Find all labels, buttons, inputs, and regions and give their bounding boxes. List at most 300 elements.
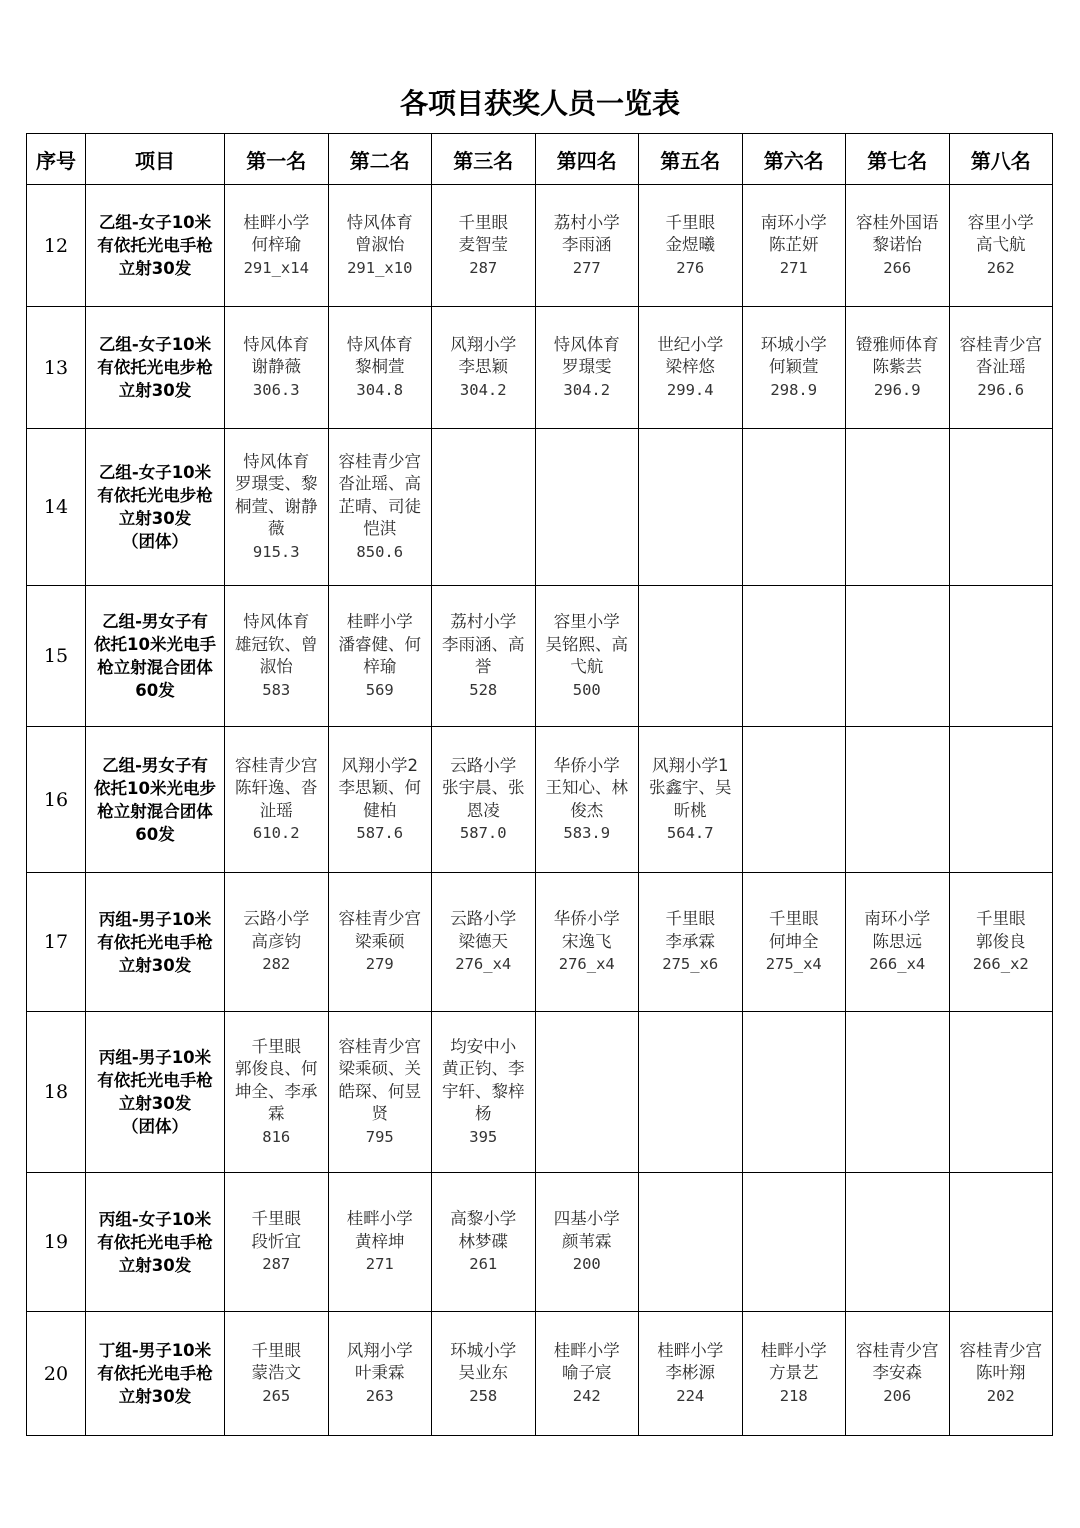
- winner-unit: 容桂青少宫: [856, 1340, 939, 1360]
- event-line: 乙组-男女子有: [102, 755, 208, 775]
- place-cell-7: [846, 429, 950, 586]
- place-cell-2: [328, 586, 432, 727]
- winner-names: 梁乘硕: [355, 931, 405, 951]
- winner-score: 202: [986, 1386, 1015, 1405]
- row-seq: 18: [27, 1012, 86, 1173]
- winner-names: 高弋航: [976, 235, 1026, 255]
- winner-score: 242: [572, 1386, 601, 1405]
- winner-score: 500: [572, 680, 601, 699]
- winner-names: 王知心、林: [545, 778, 628, 797]
- winner-score: 263: [365, 1386, 394, 1405]
- place-cell-8: [949, 185, 1053, 307]
- table-row: [27, 429, 1053, 586]
- winner-names: 坤全、李承: [235, 1081, 318, 1101]
- place-cell-8: [949, 873, 1053, 1012]
- table-row: [27, 185, 1053, 307]
- winner-score: 266: [883, 258, 912, 277]
- place-cell-7: [846, 727, 950, 873]
- winner-unit: 高黎小学: [450, 1209, 517, 1229]
- place-cell-8: [949, 1173, 1053, 1312]
- winner-score: 262: [986, 258, 1015, 277]
- row-event: [86, 1312, 225, 1436]
- table-row: [27, 873, 1053, 1012]
- winner-unit: 容里小学: [553, 612, 620, 631]
- winner-unit: 风翔小学2: [341, 755, 418, 775]
- winner-unit: 桂畔小学: [346, 612, 413, 631]
- row-seq: 16: [27, 727, 86, 873]
- winner-names: 方景艺: [769, 1363, 819, 1383]
- table-row: [27, 1312, 1053, 1436]
- winner-unit: 荔村小学: [553, 212, 620, 232]
- event-line: 乙组-女子10米: [98, 213, 212, 232]
- place-cell-2: [328, 873, 432, 1012]
- place-cell-4: [535, 1312, 639, 1436]
- winner-score: 266_x2: [972, 955, 1029, 974]
- winner-names: 何颖萱: [769, 357, 819, 377]
- place-cell-3: [432, 307, 536, 429]
- place-cell-6: [742, 586, 846, 727]
- winner-names: 贤: [371, 1104, 388, 1124]
- place-cell-3: [432, 1012, 536, 1173]
- winner-names: 吴业东: [458, 1363, 508, 1383]
- winner-names: 高彦钧: [251, 931, 301, 951]
- winner-score: 296.9: [873, 380, 921, 399]
- winner-unit: 环城小学: [450, 1340, 517, 1360]
- place-cell-5: [639, 873, 743, 1012]
- event-line: 立射30发: [118, 259, 192, 278]
- place-cell-6: [742, 727, 846, 873]
- winner-score: 266_x4: [869, 955, 926, 974]
- winner-score: 271: [779, 258, 808, 277]
- winner-unit: 千里眼: [769, 909, 819, 929]
- winner-unit: 恃风体育: [243, 612, 310, 631]
- winner-unit: 恃风体育: [243, 451, 310, 471]
- place-cell-2: [328, 1312, 432, 1436]
- winner-unit: 四基小学: [553, 1209, 620, 1229]
- winner-score: 528: [469, 680, 498, 699]
- row-event: [86, 1173, 225, 1312]
- winner-unit: 千里眼: [251, 1209, 301, 1229]
- winner-score: 218: [779, 1386, 808, 1405]
- winner-unit: 云路小学: [450, 755, 517, 775]
- table-header: [27, 134, 1053, 185]
- event-line: 丙组-男子10米: [98, 1048, 212, 1067]
- place-cell-6: [742, 1173, 846, 1312]
- row-seq: 20: [27, 1312, 86, 1436]
- winner-score: 610.2: [252, 824, 300, 842]
- winner-names: 叶秉霖: [355, 1363, 405, 1383]
- place-cell-6: [742, 1012, 846, 1173]
- place-cell-5: [639, 1312, 743, 1436]
- winner-names: 李思颖: [458, 357, 508, 377]
- winner-names: 黎诺怡: [872, 235, 922, 255]
- place-cell-2: [328, 429, 432, 586]
- winner-unit: 千里眼: [976, 909, 1026, 929]
- event-line: 立射30发: [118, 1094, 192, 1113]
- winner-names: 陈叶翔: [976, 1363, 1026, 1383]
- winner-unit: 云路小学: [450, 909, 517, 929]
- winner-names: 陈芷妍: [769, 235, 819, 255]
- event-line: 乙组-男女子有: [102, 612, 208, 631]
- winner-names: 黄正钧、李: [442, 1059, 525, 1079]
- place-cell-4: [535, 873, 639, 1012]
- winner-score: 569: [365, 680, 394, 699]
- winner-names: 沓沚瑶、高: [338, 474, 421, 494]
- winner-unit: 容桂青少宫: [959, 334, 1042, 354]
- winner-score: 287: [262, 1255, 291, 1274]
- winner-names: 宋逸飞: [562, 931, 612, 951]
- winner-score: 296.6: [977, 380, 1025, 399]
- place-cell-4: [535, 1173, 639, 1312]
- winner-names: 喻子宸: [562, 1363, 612, 1383]
- winner-score: 304.2: [459, 380, 507, 399]
- header-place-6: 第六名: [742, 134, 846, 185]
- place-cell-5: [639, 1012, 743, 1173]
- winner-unit: 桂畔小学: [657, 1340, 724, 1360]
- winner-names: 宇轩、黎梓: [442, 1081, 525, 1101]
- winner-names: 昕桃: [673, 800, 707, 820]
- event-line: 有依托光电步枪: [97, 358, 213, 377]
- place-cell-3: [432, 185, 536, 307]
- header-place-5: 第五名: [639, 134, 743, 185]
- winner-names: 何梓瑜: [251, 235, 301, 255]
- winner-names: 恩凌: [466, 800, 500, 820]
- place-cell-6: [742, 307, 846, 429]
- place-cell-4: [535, 429, 639, 586]
- event-line: 立射30发: [118, 1255, 192, 1275]
- table-row: [27, 1173, 1053, 1312]
- winner-score: 564.7: [666, 824, 714, 842]
- winner-names: 李安森: [872, 1363, 922, 1383]
- place-cell-3: [432, 429, 536, 586]
- winner-score: 915.3: [252, 542, 300, 561]
- header-place-8: 第八名: [949, 134, 1053, 185]
- winner-unit: 世纪小学: [657, 334, 724, 354]
- table-row: [27, 1012, 1053, 1173]
- winner-unit: 华侨小学: [553, 909, 620, 929]
- event-line: 立射30发: [118, 955, 192, 975]
- winner-score: 291_x10: [347, 258, 413, 277]
- event-line: （团体）: [122, 1117, 188, 1136]
- event-line: 依托10米光电步: [94, 778, 216, 798]
- winner-names: 潘睿健、何: [338, 634, 421, 654]
- place-cell-4: [535, 307, 639, 429]
- winner-unit: 均安中小: [450, 1036, 517, 1056]
- place-cell-1: [225, 873, 329, 1012]
- place-cell-4: [535, 1012, 639, 1173]
- winner-names: 俊杰: [570, 800, 604, 820]
- winner-unit: 千里眼: [665, 212, 715, 232]
- row-event: [86, 586, 225, 727]
- event-line: 丙组-男子10米: [98, 909, 212, 929]
- winner-names: 李彬源: [665, 1363, 715, 1383]
- winner-unit: 华侨小学: [553, 755, 620, 775]
- event-line: 立射30发: [118, 381, 192, 400]
- winner-unit: 镫雅师体育: [856, 334, 939, 354]
- place-cell-1: [225, 429, 329, 586]
- row-event: [86, 307, 225, 429]
- winner-names: 梁德天: [458, 931, 508, 951]
- place-cell-2: [328, 307, 432, 429]
- place-cell-8: [949, 1312, 1053, 1436]
- winner-score: 224: [676, 1386, 705, 1405]
- winner-score: 277: [572, 258, 601, 277]
- winner-names: 郭俊良: [976, 931, 1026, 951]
- row-event: [86, 185, 225, 307]
- winner-score: 298.9: [770, 380, 818, 399]
- place-cell-1: [225, 727, 329, 873]
- event-line: 有依托光电手枪: [97, 932, 213, 952]
- header-row: [27, 134, 1053, 185]
- winner-names: 麦智莹: [458, 235, 508, 255]
- winner-names: 恺淇: [363, 519, 397, 539]
- table-row: [27, 307, 1053, 429]
- winner-unit: 千里眼: [665, 909, 715, 929]
- winner-score: 299.4: [666, 380, 714, 399]
- place-cell-2: [328, 1012, 432, 1173]
- place-cell-7: [846, 307, 950, 429]
- place-cell-3: [432, 873, 536, 1012]
- header-place-7: 第七名: [846, 134, 950, 185]
- winner-names: 誉: [475, 657, 492, 676]
- place-cell-2: [328, 727, 432, 873]
- event-line: 有依托光电手枪: [97, 1071, 213, 1090]
- header-place-1: 第一名: [225, 134, 329, 185]
- winner-names: 弋航: [570, 657, 604, 676]
- winner-score: 276_x4: [455, 955, 512, 974]
- winner-score: 279: [365, 955, 394, 974]
- winner-score: 583.9: [563, 824, 611, 842]
- winner-names: 陈思远: [872, 931, 922, 951]
- event-line: 乙组-女子10米: [98, 335, 212, 354]
- winner-score: 282: [262, 955, 291, 974]
- place-cell-5: [639, 307, 743, 429]
- row-seq: 14: [27, 429, 86, 586]
- winner-names: 梓瑜: [363, 657, 397, 676]
- place-cell-5: [639, 727, 743, 873]
- winner-names: 陈紫芸: [872, 357, 922, 377]
- place-cell-6: [742, 429, 846, 586]
- place-cell-3: [432, 1312, 536, 1436]
- event-line: 立射30发: [118, 509, 192, 528]
- place-cell-8: [949, 307, 1053, 429]
- row-seq: 19: [27, 1173, 86, 1312]
- winner-score: 276_x4: [558, 955, 615, 974]
- place-cell-5: [639, 586, 743, 727]
- winner-names: 张宇晨、张: [442, 778, 525, 797]
- winner-unit: 容桂青少宫: [338, 909, 421, 929]
- place-cell-4: [535, 185, 639, 307]
- place-cell-7: [846, 1173, 950, 1312]
- winner-unit: 风翔小学1: [652, 755, 729, 775]
- row-seq: 15: [27, 586, 86, 727]
- place-cell-7: [846, 1012, 950, 1173]
- winner-unit: 桂畔小学: [243, 212, 310, 232]
- winner-unit: 云路小学: [243, 909, 310, 929]
- winner-unit: 容桂外国语: [856, 212, 939, 232]
- place-cell-7: [846, 185, 950, 307]
- winner-score: 275_x6: [662, 955, 719, 974]
- winner-names: 皓琛、何昱: [338, 1081, 421, 1101]
- event-line: （团体）: [122, 532, 188, 551]
- winner-score: 287: [469, 258, 498, 277]
- winner-score: 587.6: [356, 824, 404, 842]
- header-place-2: 第二名: [328, 134, 432, 185]
- winner-names: 淑怡: [259, 657, 293, 676]
- winner-score: 583: [262, 680, 291, 699]
- place-cell-4: [535, 727, 639, 873]
- place-cell-3: [432, 586, 536, 727]
- winner-names: 沚瑶: [259, 800, 293, 820]
- awards-table: [26, 133, 1053, 1436]
- row-event: [86, 1012, 225, 1173]
- winner-names: 罗璟雯: [562, 357, 612, 377]
- winner-score: 795: [365, 1127, 394, 1146]
- event-line: 立射30发: [118, 1387, 192, 1406]
- winner-names: 芷晴、司徒: [338, 496, 421, 516]
- place-cell-1: [225, 307, 329, 429]
- winner-score: 265: [262, 1386, 291, 1405]
- table-row: [27, 586, 1053, 727]
- winner-unit: 南环小学: [864, 909, 931, 929]
- page-title: 各项目获奖人员一览表: [399, 87, 680, 120]
- winner-unit: 南环小学: [760, 212, 827, 232]
- winner-unit: 桂畔小学: [553, 1340, 620, 1360]
- event-line: 有依托光电步枪: [97, 486, 213, 505]
- row-seq: 17: [27, 873, 86, 1012]
- winner-unit: 容桂青少宫: [959, 1340, 1042, 1360]
- place-cell-1: [225, 586, 329, 727]
- event-line: 有依托光电手枪: [97, 236, 213, 255]
- winner-names: 郭俊良、何: [235, 1059, 318, 1079]
- place-cell-1: [225, 1012, 329, 1173]
- winner-names: 曾淑怡: [355, 235, 405, 255]
- winner-unit: 千里眼: [458, 212, 508, 232]
- winner-names: 金煜曦: [665, 235, 715, 255]
- row-event: [86, 727, 225, 873]
- place-cell-5: [639, 1173, 743, 1312]
- winner-score: 271: [365, 1255, 394, 1274]
- header-place-4: 第四名: [535, 134, 639, 185]
- place-cell-8: [949, 1012, 1053, 1173]
- winner-unit: 千里眼: [251, 1340, 301, 1360]
- event-line: 乙组-女子10米: [98, 463, 212, 482]
- winner-unit: 千里眼: [251, 1036, 301, 1056]
- winner-names: 桐萱、谢静: [235, 496, 318, 516]
- header-event: 项目: [86, 134, 225, 185]
- row-event: [86, 429, 225, 586]
- place-cell-7: [846, 586, 950, 727]
- winner-names: 李承霖: [665, 931, 715, 951]
- winner-score: 306.3: [252, 380, 300, 399]
- event-line: 60发: [135, 681, 175, 700]
- winner-names: 李雨涵: [562, 235, 612, 255]
- event-line: 有依托光电手枪: [97, 1232, 213, 1252]
- winner-unit: 桂畔小学: [346, 1209, 413, 1229]
- winner-score: 850.6: [356, 542, 404, 561]
- winner-unit: 风翔小学: [346, 1340, 413, 1360]
- winner-names: 颜苇霖: [562, 1231, 612, 1251]
- header-place-3: 第三名: [432, 134, 536, 185]
- winner-score: 395: [469, 1127, 498, 1146]
- winner-unit: 容桂青少宫: [338, 1036, 421, 1056]
- event-line: 依托10米光电手: [94, 635, 216, 654]
- place-cell-8: [949, 727, 1053, 873]
- place-cell-3: [432, 1173, 536, 1312]
- winner-score: 587.0: [459, 824, 507, 842]
- place-cell-1: [225, 185, 329, 307]
- place-cell-7: [846, 873, 950, 1012]
- winner-unit: 恃风体育: [346, 334, 413, 354]
- winner-names: 段忻宜: [251, 1231, 301, 1251]
- winner-score: 275_x4: [765, 955, 822, 974]
- winner-unit: 恃风体育: [346, 212, 413, 232]
- winner-names: 沓沚瑶: [976, 357, 1026, 377]
- event-line: 枪立射混合团体: [97, 801, 213, 821]
- winner-names: 张鑫宇、吴: [649, 778, 732, 797]
- winner-names: 霖: [268, 1104, 285, 1124]
- winner-score: 816: [262, 1127, 291, 1146]
- winner-score: 258: [469, 1386, 498, 1405]
- winner-names: 吴铭熙、高: [545, 634, 628, 654]
- place-cell-2: [328, 185, 432, 307]
- winner-unit: 容桂青少宫: [338, 451, 421, 471]
- winner-score: 304.8: [356, 380, 404, 399]
- winner-names: 李雨涵、高: [442, 634, 525, 654]
- winner-names: 蒙浩文: [251, 1363, 301, 1383]
- event-line: 丁组-男子10米: [98, 1341, 212, 1360]
- winner-names: 梁梓悠: [665, 357, 715, 377]
- winner-score: 291_x14: [243, 258, 309, 277]
- winner-score: 206: [883, 1386, 912, 1405]
- place-cell-6: [742, 1312, 846, 1436]
- winner-names: 黄梓坤: [355, 1231, 405, 1251]
- winner-names: 罗璟雯、黎: [235, 474, 318, 494]
- row-seq: 13: [27, 307, 86, 429]
- place-cell-4: [535, 586, 639, 727]
- winner-unit: 恃风体育: [243, 334, 310, 354]
- header-seq: 序号: [27, 134, 86, 185]
- winner-names: 杨: [475, 1104, 492, 1124]
- winner-unit: 恃风体育: [553, 334, 620, 354]
- place-cell-2: [328, 1173, 432, 1312]
- place-cell-6: [742, 185, 846, 307]
- winner-score: 304.2: [563, 380, 611, 399]
- place-cell-8: [949, 586, 1053, 727]
- row-event: [86, 873, 225, 1012]
- event-line: 有依托光电手枪: [97, 1364, 213, 1383]
- place-cell-5: [639, 185, 743, 307]
- place-cell-6: [742, 873, 846, 1012]
- place-cell-7: [846, 1312, 950, 1436]
- place-cell-1: [225, 1173, 329, 1312]
- winner-names: 李思颖、何: [338, 778, 421, 797]
- table-row: [27, 727, 1053, 873]
- place-cell-5: [639, 429, 743, 586]
- winner-unit: 容桂青少宫: [235, 755, 318, 775]
- event-line: 丙组-女子10米: [98, 1209, 212, 1229]
- winner-unit: 风翔小学: [450, 334, 517, 354]
- event-line: 枪立射混合团体: [97, 658, 213, 677]
- winner-unit: 环城小学: [760, 334, 827, 354]
- winner-names: 雄冠钦、曾: [235, 634, 318, 654]
- winner-score: 261: [469, 1255, 498, 1274]
- row-seq: 12: [27, 185, 86, 307]
- winner-names: 林梦碟: [458, 1231, 508, 1251]
- place-cell-1: [225, 1312, 329, 1436]
- winner-names: 健柏: [363, 800, 397, 820]
- winner-names: 谢静薇: [251, 357, 301, 377]
